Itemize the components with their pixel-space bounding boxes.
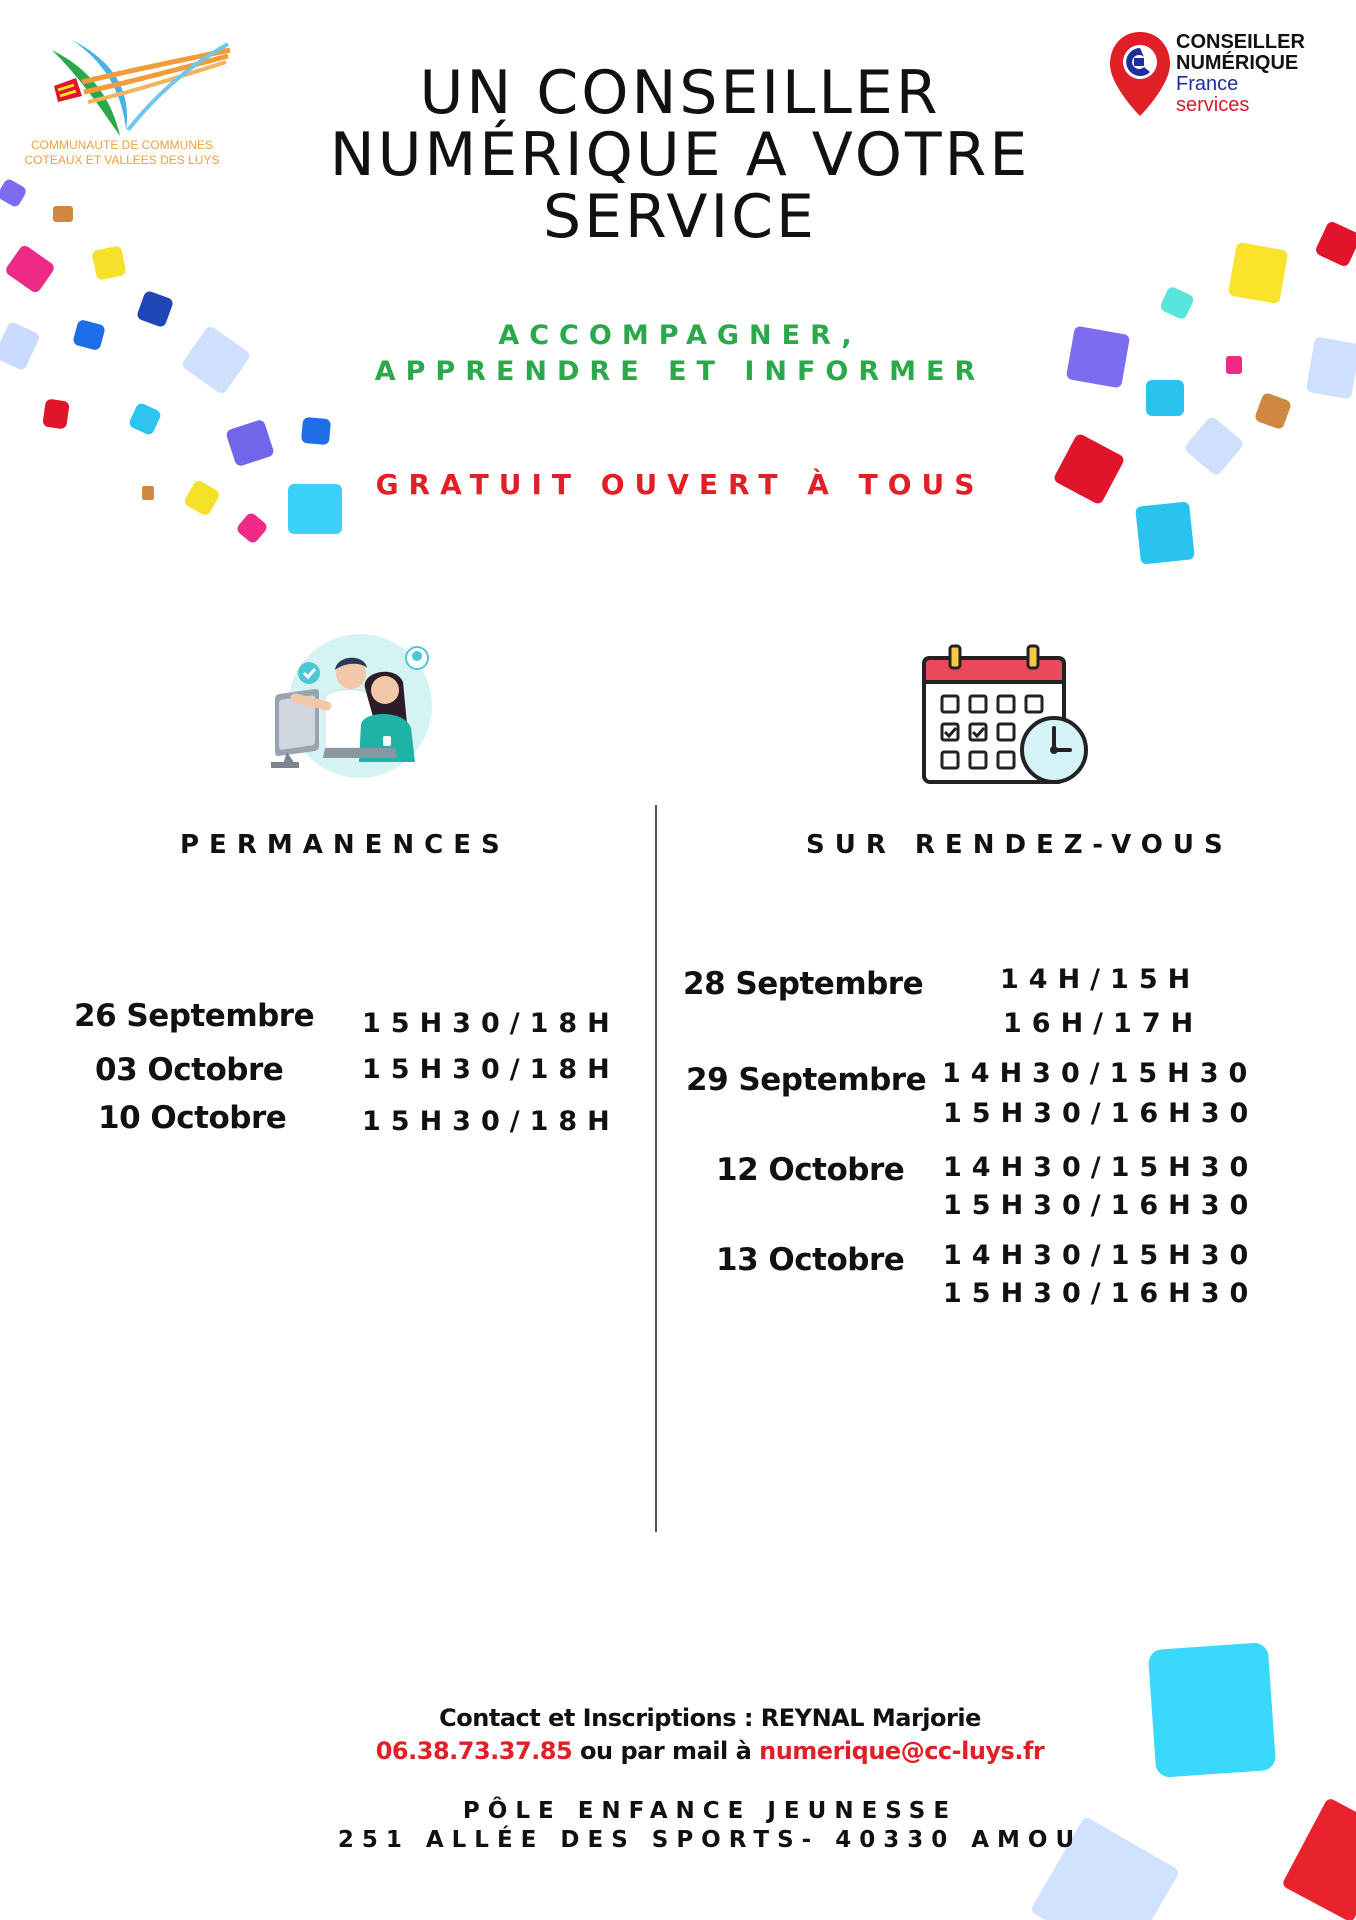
column-divider [655, 805, 657, 1532]
community-logo [22, 30, 222, 170]
rendezvous-slot: 15H30/16H30 [943, 1278, 1259, 1309]
calendar-clock-icon [920, 640, 1095, 790]
title-line1: UN CONSEILLER [419, 58, 941, 128]
cn-line2: NUMÉRIQUE [1176, 52, 1299, 74]
phone-link[interactable]: 06.38.73.37.85 [375, 1737, 573, 1765]
address-block [300, 1797, 1120, 1855]
rendezvous-slot: 14H/15H [1000, 964, 1201, 995]
cn-line4: services [1176, 94, 1250, 116]
contact-connector: ou par mail à [572, 1737, 760, 1765]
address-line2: 251 ALLÉE DES SPORTS- 40330 AMOU [337, 1827, 1083, 1853]
permanences-heading: PERMANENCES [180, 830, 510, 860]
title-line2: NUMÉRIQUE A VOTRE [329, 120, 1031, 190]
permanence-time: 15H30/18H [362, 1008, 620, 1039]
community-logo-text [22, 138, 222, 168]
page-title [280, 58, 1080, 252]
tagline-line2: APPRENDRE ET INFORMER [374, 356, 986, 387]
permanence-date: 26 Septembre [74, 998, 315, 1034]
title-line3: SERVICE [543, 182, 817, 252]
rendezvous-date: 12 Octobre [716, 1152, 905, 1188]
community-logo-icon [42, 30, 232, 140]
community-name-line1: COMMUNAUTE DE COMMUNES [31, 138, 213, 152]
contact-block [300, 1702, 1120, 1768]
cn-line3: France [1176, 73, 1239, 95]
cn-line1: CONSEILLER [1176, 31, 1305, 53]
permanence-date: 03 Octobre [95, 1052, 284, 1088]
address-line1: PÔLE ENFANCE JEUNESSE [462, 1798, 958, 1824]
map-pin-logo-icon [1108, 30, 1172, 120]
rendezvous-heading: SUR RENDEZ-VOUS [806, 830, 1233, 860]
rendezvous-slot: 14H30/15H30 [942, 1058, 1258, 1089]
tagline [280, 318, 1080, 390]
rendezvous-date: 29 Septembre [686, 1062, 927, 1098]
rendezvous-slot: 14H30/15H30 [943, 1240, 1259, 1271]
rendezvous-slot: 16H/17H [1003, 1008, 1204, 1039]
permanence-date: 10 Octobre [98, 1100, 287, 1136]
rendezvous-slot: 15H30/16H30 [943, 1098, 1259, 1129]
rendezvous-slot: 15H30/16H30 [943, 1190, 1259, 1221]
rendezvous-slot: 14H30/15H30 [943, 1152, 1259, 1183]
advisor-illustration-icon [265, 628, 445, 788]
email-link[interactable]: numerique@cc-luys.fr [759, 1737, 1045, 1765]
rendezvous-date: 28 Septembre [683, 966, 924, 1002]
tagline-line1: ACCOMPAGNER, [498, 320, 862, 351]
contact-label: Contact et Inscriptions : REYNAL Marjorie [439, 1704, 981, 1732]
conseiller-numerique-text [1176, 32, 1305, 116]
permanence-time: 15H30/18H [362, 1054, 620, 1085]
rendezvous-date: 13 Octobre [716, 1242, 905, 1278]
contact-details [300, 1735, 1120, 1768]
conseiller-numerique-logo [1108, 30, 1338, 125]
community-name-line2: COTEAUX ET VALLEES DES LUYS [24, 153, 220, 167]
permanence-time: 15H30/18H [362, 1106, 620, 1137]
free-banner: GRATUIT OUVERT À TOUS [375, 468, 985, 501]
